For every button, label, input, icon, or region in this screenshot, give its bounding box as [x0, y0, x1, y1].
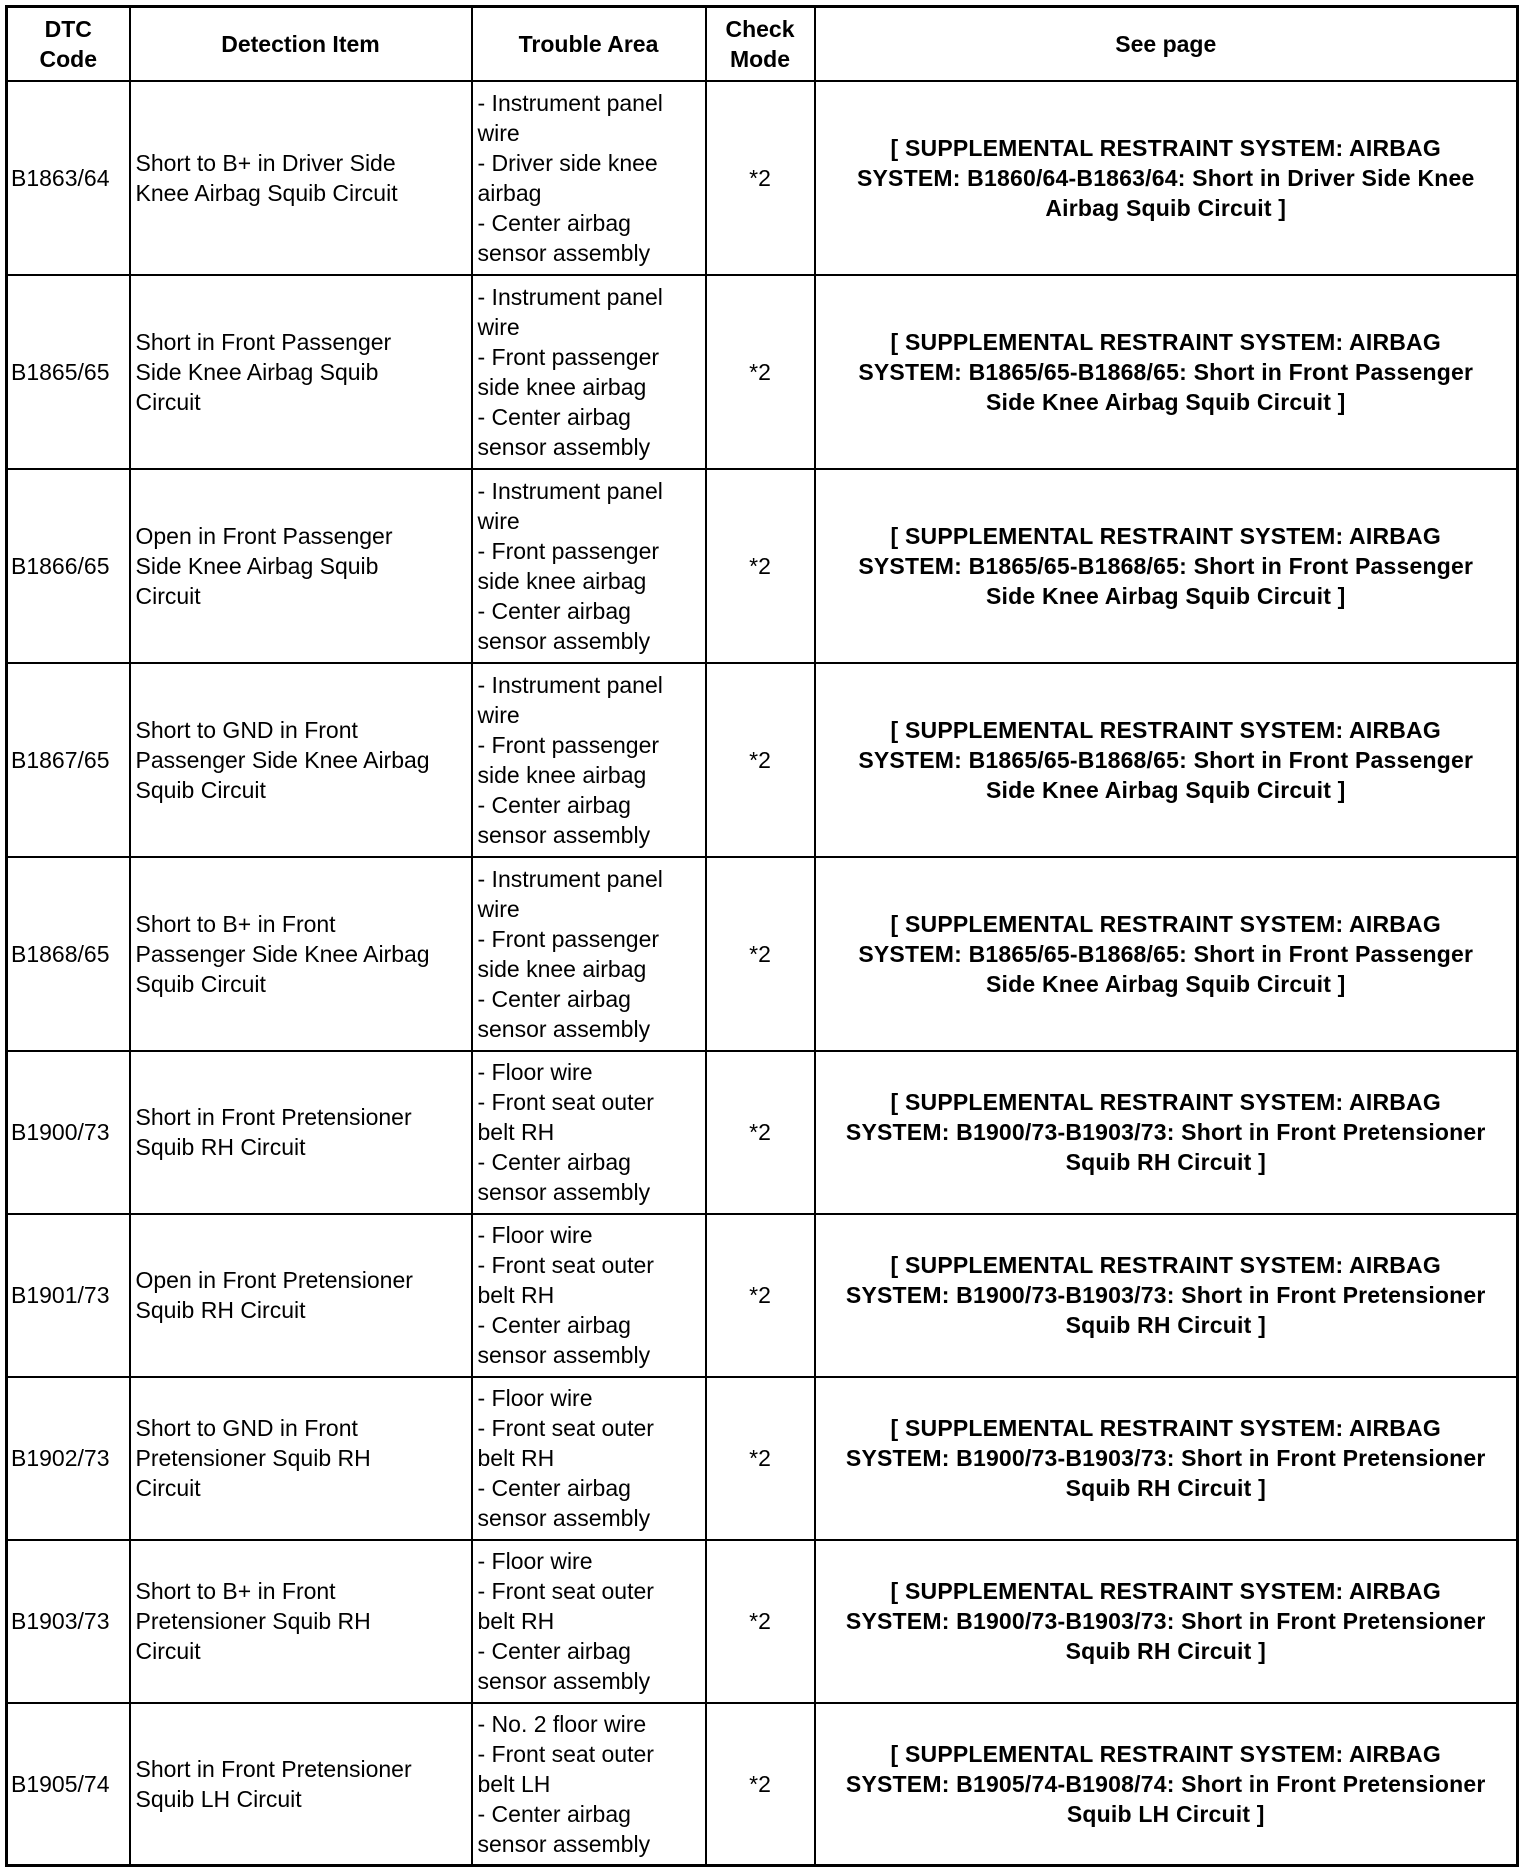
trouble-area-line: airbag — [477, 179, 542, 206]
detection-item-line: Side Knee Airbag Squib — [135, 552, 379, 579]
see-page-line: SYSTEM: B1900/73-B1903/73: Short in Front Pretensioner — [845, 1445, 1486, 1471]
detection-item-line: Short in Front Pretensioner — [135, 1755, 412, 1782]
trouble-area-line: sensor assembly — [477, 1179, 651, 1205]
header-row — [7, 7, 1518, 81]
trouble-area-line: - Center airbag — [477, 1638, 631, 1664]
see-page-line: Squib RH Circuit ] — [1065, 1638, 1266, 1664]
see-page-reference[interactable] — [815, 275, 1518, 469]
check-mode-cell: *2 — [706, 275, 815, 469]
trouble-area-line: belt RH — [477, 1282, 555, 1308]
detection-item-line: Short to B+ in Driver Side — [135, 149, 396, 176]
trouble-area-line: - Center airbag — [477, 791, 631, 818]
detection-item-cell — [130, 1540, 472, 1703]
trouble-area-cell — [472, 1540, 706, 1703]
see-page-line: SYSTEM: B1900/73-B1903/73: Short in Front Pretensioner — [845, 1282, 1486, 1308]
see-page-line: Airbag Squib Circuit ] — [1045, 194, 1287, 221]
header-detection-item: Detection Item — [130, 7, 472, 81]
table-row — [7, 1540, 1518, 1703]
detection-item-line: Passenger Side Knee Airbag — [135, 746, 430, 773]
detection-item-line: Squib LH Circuit — [135, 1785, 302, 1812]
see-page-line: [ SUPPLEMENTAL RESTRAINT SYSTEM: AIRBAG — [890, 1740, 1441, 1767]
detection-item-line: Squib RH Circuit — [135, 1297, 306, 1323]
see-page-line: [ SUPPLEMENTAL RESTRAINT SYSTEM: AIRBAG — [890, 1089, 1441, 1115]
trouble-area-line: - Center airbag — [477, 597, 631, 624]
trouble-area-line: wire — [477, 313, 520, 340]
trouble-area-cell — [472, 1377, 706, 1540]
trouble-area-line: sensor assembly — [477, 1015, 651, 1042]
header-trouble-area: Trouble Area — [472, 7, 706, 81]
trouble-area-line: wire — [477, 119, 520, 146]
trouble-area-cell — [472, 81, 706, 275]
trouble-area-line: sensor assembly — [477, 433, 651, 460]
see-page-reference[interactable] — [815, 1703, 1518, 1866]
trouble-area-line: - Front passenger — [477, 925, 660, 952]
detection-item-line: Squib Circuit — [135, 970, 266, 997]
trouble-area-line: sensor assembly — [477, 1342, 651, 1368]
table-row — [7, 1703, 1518, 1866]
trouble-area-line: belt LH — [477, 1770, 551, 1797]
dtc-code-cell: B1905/74 — [7, 1703, 130, 1866]
see-page-line: [ SUPPLEMENTAL RESTRAINT SYSTEM: AIRBAG — [890, 1415, 1441, 1441]
detection-item-line: Short in Front Passenger — [135, 328, 392, 355]
trouble-area-line: sensor assembly — [477, 627, 651, 654]
see-page-line: Side Knee Airbag Squib Circuit ] — [985, 970, 1346, 997]
detection-item-line: Squib Circuit — [135, 776, 266, 803]
detection-item-line: Circuit — [135, 582, 201, 609]
trouble-area-line: - Center airbag — [477, 403, 631, 430]
trouble-area-line: - Instrument panel — [477, 865, 663, 892]
trouble-area-cell — [472, 469, 706, 663]
trouble-area-line: - Center airbag — [477, 1800, 631, 1827]
trouble-area-line: side knee airbag — [477, 567, 647, 594]
dtc-code-cell: B1866/65 — [7, 469, 130, 663]
trouble-area-line: - Front passenger — [477, 731, 660, 758]
see-page-line: SYSTEM: B1900/73-B1903/73: Short in Front Pretensioner — [845, 1608, 1486, 1634]
check-mode-cell: *2 — [706, 81, 815, 275]
trouble-area-line: sensor assembly — [477, 821, 651, 848]
trouble-area-line: - Front seat outer — [477, 1252, 654, 1278]
see-page-line: [ SUPPLEMENTAL RESTRAINT SYSTEM: AIRBAG — [890, 910, 1441, 937]
trouble-area-cell — [472, 1703, 706, 1866]
header-dtc-code — [7, 7, 130, 81]
header-dtc-code-line1: DTC — [44, 15, 92, 42]
trouble-area-cell — [472, 275, 706, 469]
dtc-code-cell: B1901/73 — [7, 1214, 130, 1377]
detection-item-line: Circuit — [135, 1475, 201, 1501]
detection-item-line: Short to B+ in Front — [135, 910, 336, 937]
see-page-line: Side Knee Airbag Squib Circuit ] — [985, 388, 1346, 415]
see-page-line: [ SUPPLEMENTAL RESTRAINT SYSTEM: AIRBAG — [890, 328, 1441, 355]
detection-item-cell — [130, 857, 472, 1051]
header-check-mode-line2: Mode — [729, 45, 791, 72]
see-page-reference[interactable] — [815, 81, 1518, 275]
trouble-area-line: wire — [477, 895, 520, 922]
see-page-line: SYSTEM: B1905/74-B1908/74: Short in Front Pretensioner — [845, 1770, 1486, 1797]
see-page-line: Side Knee Airbag Squib Circuit ] — [985, 582, 1346, 609]
see-page-line: Squib RH Circuit ] — [1065, 1312, 1266, 1338]
table-row — [7, 1214, 1518, 1377]
trouble-area-line: - Instrument panel — [477, 89, 663, 116]
see-page-line: Side Knee Airbag Squib Circuit ] — [985, 776, 1346, 803]
dtc-code-cell: B1865/65 — [7, 275, 130, 469]
dtc-code-cell: B1868/65 — [7, 857, 130, 1051]
check-mode-cell: *2 — [706, 1703, 815, 1866]
detection-item-line: Passenger Side Knee Airbag — [135, 940, 430, 967]
detection-item-line: Knee Airbag Squib Circuit — [135, 179, 398, 206]
see-page-line: [ SUPPLEMENTAL RESTRAINT SYSTEM: AIRBAG — [890, 716, 1441, 743]
trouble-area-line: sensor assembly — [477, 1830, 651, 1857]
trouble-area-cell — [472, 857, 706, 1051]
trouble-area-line: - Floor wire — [477, 1385, 593, 1411]
trouble-area-line: side knee airbag — [477, 761, 647, 788]
detection-item-line: Short to GND in Front — [135, 1415, 358, 1441]
trouble-area-cell — [472, 1214, 706, 1377]
trouble-area-line: side knee airbag — [477, 373, 647, 400]
trouble-area-line: wire — [477, 507, 520, 534]
dtc-code-cell: B1863/64 — [7, 81, 130, 275]
detection-item-cell — [130, 1214, 472, 1377]
detection-item-line: Side Knee Airbag Squib — [135, 358, 379, 385]
check-mode-cell: *2 — [706, 1540, 815, 1703]
check-mode-cell: *2 — [706, 1214, 815, 1377]
trouble-area-line: belt RH — [477, 1445, 555, 1471]
trouble-area-line: - Front passenger — [477, 343, 660, 370]
trouble-area-line: wire — [477, 701, 520, 728]
check-mode-cell: *2 — [706, 857, 815, 1051]
trouble-area-line: side knee airbag — [477, 955, 647, 982]
trouble-area-line: - Center airbag — [477, 985, 631, 1012]
trouble-area-line: - Center airbag — [477, 1149, 631, 1175]
see-page-reference[interactable] — [815, 1377, 1518, 1540]
header-see-page: See page — [815, 7, 1518, 81]
trouble-area-line: - Driver side knee — [477, 149, 658, 176]
see-page-reference[interactable] — [815, 1051, 1518, 1214]
trouble-area-line: - Front passenger — [477, 537, 660, 564]
table-body — [7, 81, 1518, 1866]
trouble-area-line: - Front seat outer — [477, 1740, 654, 1767]
detection-item-line: Pretensioner Squib RH — [135, 1608, 371, 1634]
see-page-line: SYSTEM: B1865/65-B1868/65: Short in Front Passenger — [858, 552, 1474, 579]
table-header — [7, 7, 1518, 81]
dtc-code-cell: B1903/73 — [7, 1540, 130, 1703]
table-row — [7, 857, 1518, 1051]
detection-item-cell — [130, 663, 472, 857]
trouble-area-line: - Floor wire — [477, 1222, 593, 1248]
trouble-area-line: sensor assembly — [477, 1505, 651, 1531]
see-page-line: [ SUPPLEMENTAL RESTRAINT SYSTEM: AIRBAG — [890, 522, 1441, 549]
see-page-line: SYSTEM: B1860/64-B1863/64: Short in Driver Side Knee — [856, 164, 1475, 191]
see-page-line: [ SUPPLEMENTAL RESTRAINT SYSTEM: AIRBAG — [890, 134, 1441, 161]
detection-item-line: Short to B+ in Front — [135, 1578, 336, 1604]
see-page-reference[interactable] — [815, 1540, 1518, 1703]
dtc-code-cell: B1902/73 — [7, 1377, 130, 1540]
trouble-area-line: - Center airbag — [477, 209, 631, 236]
table-row — [7, 469, 1518, 663]
table-row — [7, 663, 1518, 857]
header-dtc-code-line2: Code — [39, 45, 97, 72]
detection-item-line: Short in Front Pretensioner — [135, 1104, 412, 1130]
trouble-area-line: sensor assembly — [477, 239, 651, 266]
trouble-area-line: - Front seat outer — [477, 1578, 654, 1604]
see-page-line: SYSTEM: B1865/65-B1868/65: Short in Front Passenger — [858, 940, 1474, 967]
header-check-mode — [706, 7, 815, 81]
detection-item-line: Squib RH Circuit — [135, 1134, 306, 1160]
detection-item-cell — [130, 469, 472, 663]
see-page-line: Squib LH Circuit ] — [1066, 1800, 1265, 1827]
trouble-area-line: belt RH — [477, 1608, 555, 1634]
trouble-area-cell — [472, 663, 706, 857]
see-page-line: SYSTEM: B1865/65-B1868/65: Short in Front Passenger — [858, 358, 1474, 385]
dtc-table — [5, 5, 1519, 1867]
trouble-area-line: - Instrument panel — [477, 283, 663, 310]
table-row — [7, 1377, 1518, 1540]
see-page-line: SYSTEM: B1865/65-B1868/65: Short in Front Passenger — [858, 746, 1474, 773]
detection-item-line: Open in Front Pretensioner — [135, 1267, 413, 1293]
check-mode-cell: *2 — [706, 1051, 815, 1214]
dtc-code-cell: B1867/65 — [7, 663, 130, 857]
detection-item-cell — [130, 275, 472, 469]
dtc-code-cell: B1900/73 — [7, 1051, 130, 1214]
trouble-area-line: - Center airbag — [477, 1475, 631, 1501]
detection-item-line: Circuit — [135, 388, 201, 415]
trouble-area-line: - Floor wire — [477, 1548, 593, 1574]
trouble-area-line: - Front seat outer — [477, 1415, 654, 1441]
see-page-reference[interactable] — [815, 857, 1518, 1051]
check-mode-cell: *2 — [706, 469, 815, 663]
see-page-reference[interactable] — [815, 1214, 1518, 1377]
table-row — [7, 275, 1518, 469]
table-row — [7, 1051, 1518, 1214]
trouble-area-line: - Front seat outer — [477, 1089, 654, 1115]
detection-item-line: Pretensioner Squib RH — [135, 1445, 371, 1471]
see-page-line: [ SUPPLEMENTAL RESTRAINT SYSTEM: AIRBAG — [890, 1252, 1441, 1278]
table-row — [7, 81, 1518, 275]
trouble-area-line: - Floor wire — [477, 1059, 593, 1085]
detection-item-cell — [130, 81, 472, 275]
detection-item-line: Short to GND in Front — [135, 716, 358, 743]
trouble-area-line: - No. 2 floor wire — [477, 1710, 647, 1737]
trouble-area-line: - Instrument panel — [477, 671, 663, 698]
trouble-area-cell — [472, 1051, 706, 1214]
see-page-line: SYSTEM: B1900/73-B1903/73: Short in Front Pretensioner — [845, 1119, 1486, 1145]
detection-item-line: Open in Front Passenger — [135, 522, 393, 549]
see-page-line: [ SUPPLEMENTAL RESTRAINT SYSTEM: AIRBAG — [890, 1578, 1441, 1604]
detection-item-line: Circuit — [135, 1638, 201, 1664]
detection-item-cell — [130, 1703, 472, 1866]
check-mode-cell: *2 — [706, 663, 815, 857]
see-page-reference[interactable] — [815, 663, 1518, 857]
detection-item-cell — [130, 1377, 472, 1540]
check-mode-cell: *2 — [706, 1377, 815, 1540]
trouble-area-line: - Center airbag — [477, 1312, 631, 1338]
header-check-mode-line1: Check — [725, 15, 795, 42]
see-page-line: Squib RH Circuit ] — [1065, 1149, 1266, 1175]
see-page-reference[interactable] — [815, 469, 1518, 663]
trouble-area-line: - Instrument panel — [477, 477, 663, 504]
trouble-area-line: belt RH — [477, 1119, 555, 1145]
see-page-line: Squib RH Circuit ] — [1065, 1475, 1266, 1501]
detection-item-cell — [130, 1051, 472, 1214]
trouble-area-line: sensor assembly — [477, 1668, 651, 1694]
